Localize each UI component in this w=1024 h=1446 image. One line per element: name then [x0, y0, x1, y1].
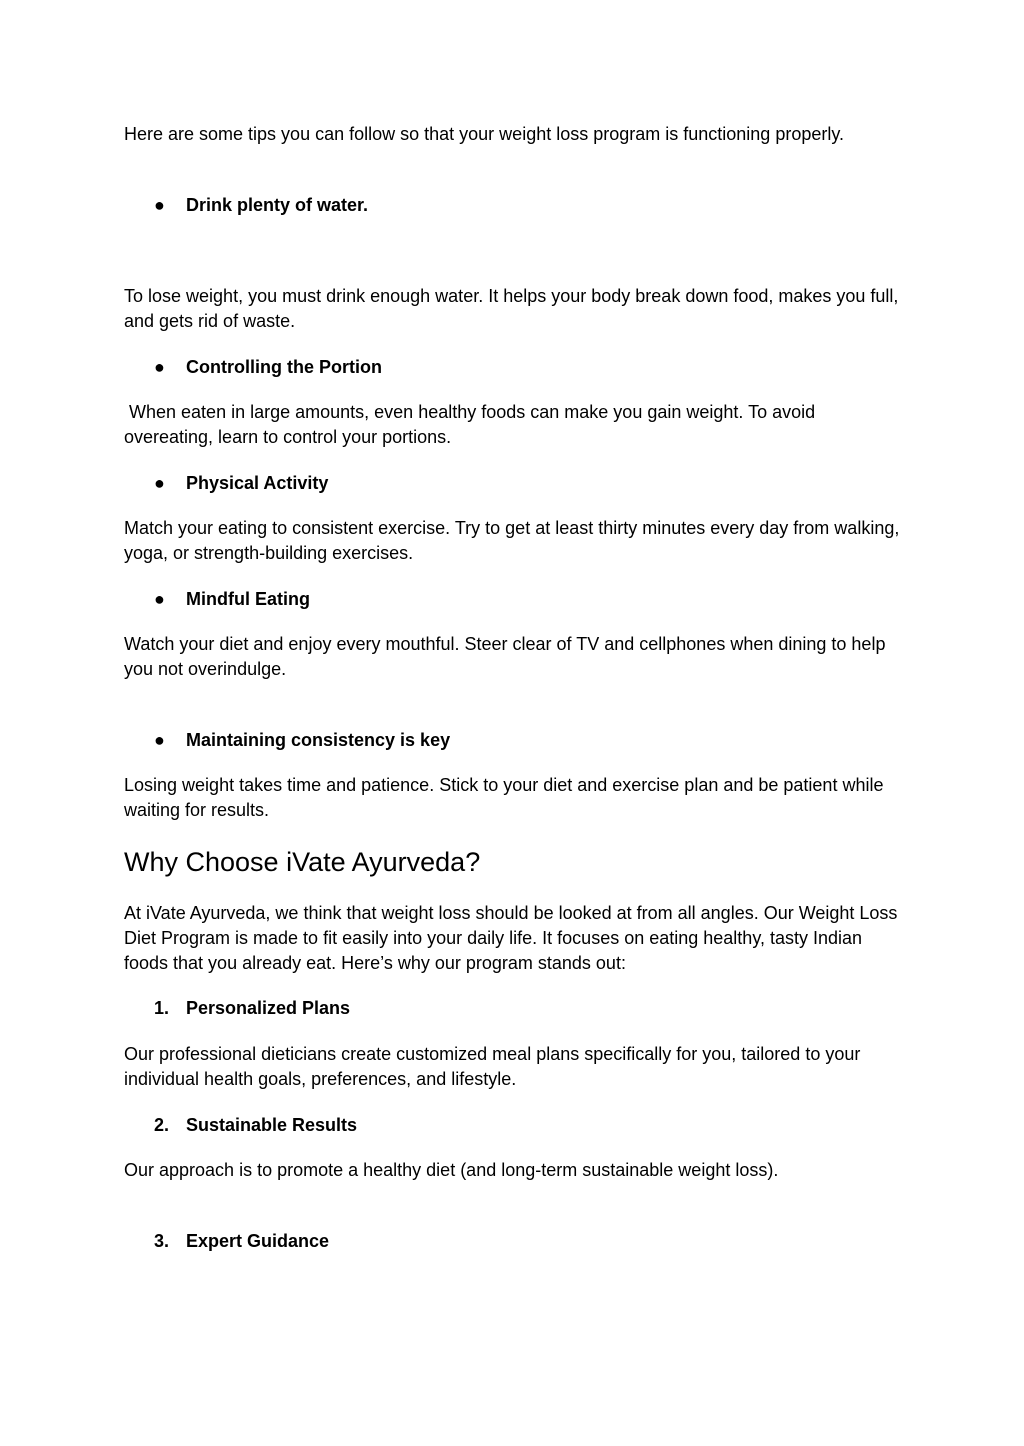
intro-paragraph: Here are some tips you can follow so that your weight loss program is functioning properly. — [124, 124, 845, 144]
item-title: Sustainable Results — [186, 1115, 358, 1135]
tip-paragraph: To lose weight, you must drink enough water. It helps your body break down food, makes you full, and gets rid of waste. — [124, 286, 899, 331]
list-number: 1. — [154, 998, 170, 1018]
item-title: Expert Guidance — [186, 1231, 330, 1251]
list-number: 2. — [154, 1115, 170, 1135]
item-paragraph: Our professional dieticians create customized meal plans specifically for you, tailored to your individual health goals, preferences, and lifestyle. — [124, 1044, 861, 1089]
list-item — [154, 728, 450, 753]
list-number: 3. — [154, 1231, 170, 1251]
bullet-marker: ● — [154, 195, 165, 215]
list-item — [154, 193, 368, 218]
tip-title: Mindful Eating — [186, 589, 310, 609]
tip-paragraph: Match your eating to consistent exercise. Try to get at least thirty minutes every day from walking, yoga, or strength-building exercises. — [124, 518, 900, 563]
bullet-marker: ● — [154, 589, 165, 609]
bullet-marker: ● — [154, 473, 165, 493]
tip-title: Physical Activity — [186, 473, 329, 493]
numbered-list-item — [154, 1229, 329, 1254]
tip-paragraph: When eaten in large amounts, even healthy foods can make you gain weight. To avoid overeating, learn to control your portions. — [124, 402, 821, 447]
tip-title: Controlling the Portion — [186, 357, 382, 377]
section-heading: Why Choose iVate Ayurveda? — [124, 847, 481, 877]
numbered-list-item — [154, 1113, 357, 1138]
bullet-marker: ● — [154, 730, 165, 750]
item-paragraph: Our approach is to promote a healthy diet (and long-term sustainable weight loss). — [124, 1160, 779, 1180]
tip-title: Drink plenty of water. — [186, 195, 369, 215]
list-item — [154, 471, 328, 496]
item-title: Personalized Plans — [186, 998, 351, 1018]
list-item — [154, 355, 382, 380]
numbered-list-item — [154, 996, 350, 1021]
tip-title: Maintaining consistency is key — [186, 730, 451, 750]
list-item — [154, 587, 310, 612]
tip-paragraph: Watch your diet and enjoy every mouthful. Steer clear of TV and cellphones when dining to help you not overindulge. — [124, 634, 886, 679]
tip-paragraph: Losing weight takes time and patience. Stick to your diet and exercise plan and be patient while waiting for results. — [124, 775, 884, 820]
bullet-marker: ● — [154, 357, 165, 377]
section-intro-paragraph: At iVate Ayurveda, we think that weight loss should be looked at from all angles. Our Weight Loss Diet Program is made to fit easily into your daily life. It focuses on eating healthy, tasty Indian foods that you already eat. Here’s why our program stands out: — [124, 903, 898, 973]
